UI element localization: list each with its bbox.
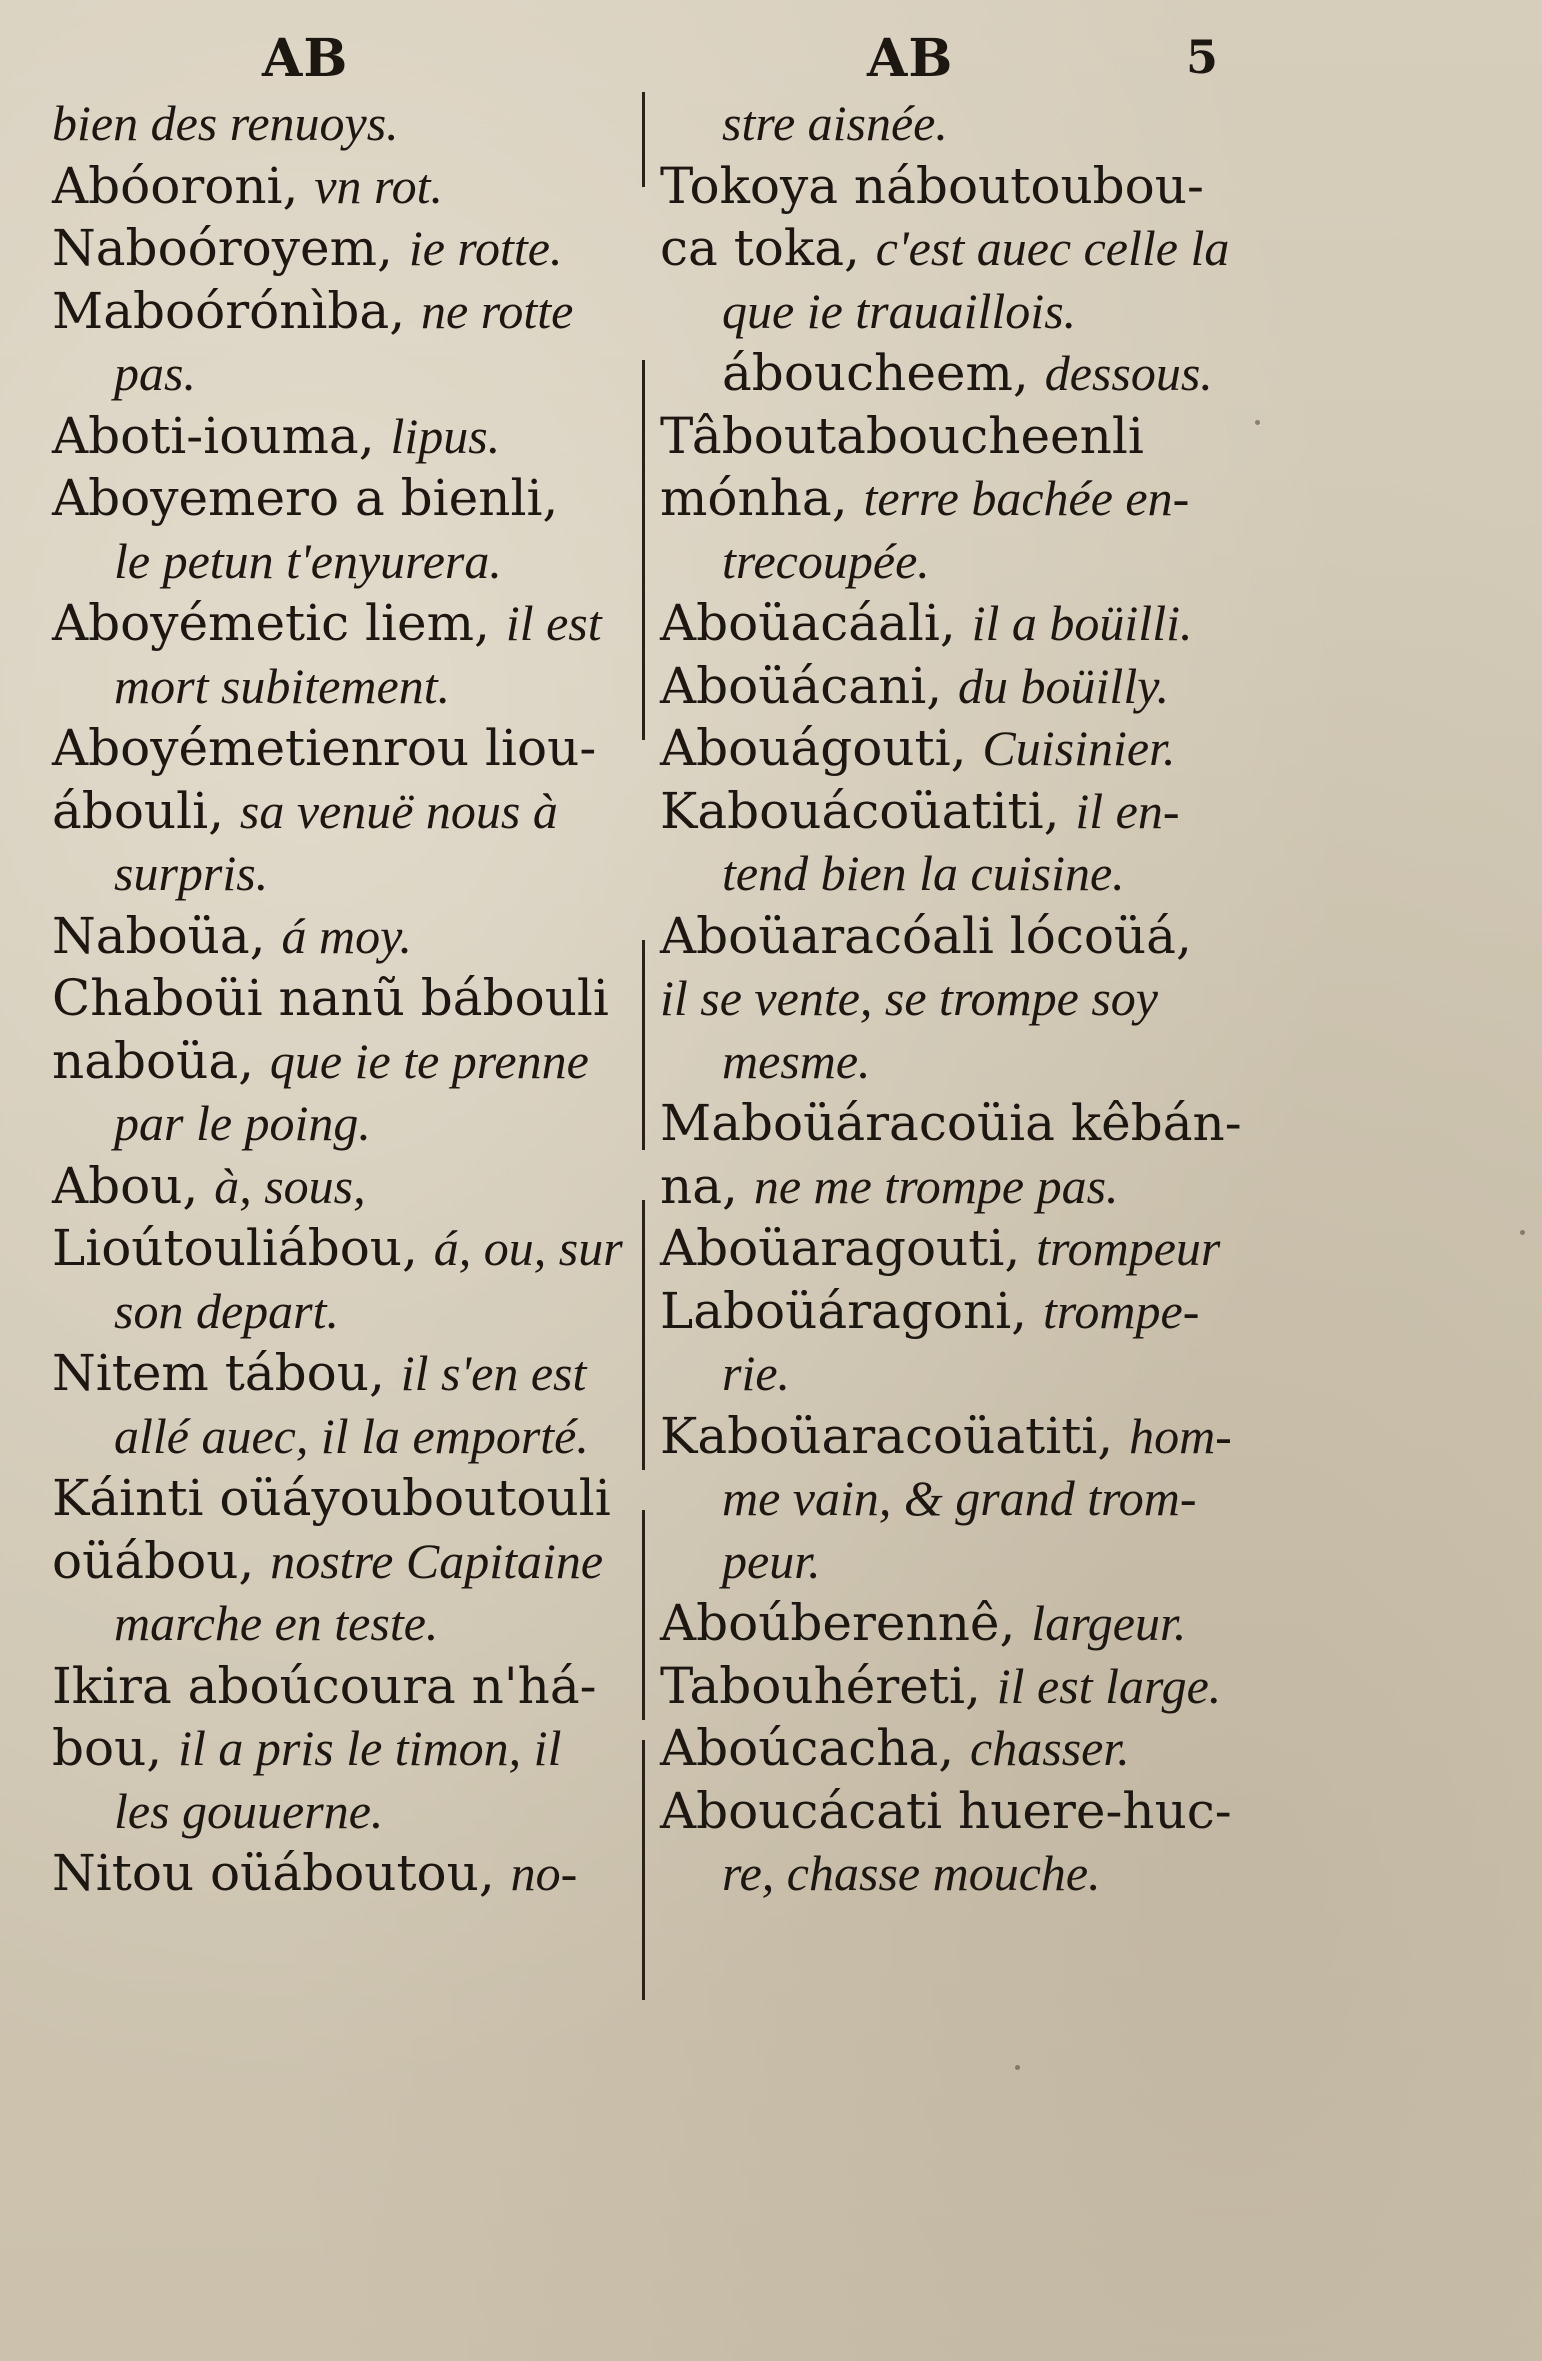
dictionary-line (660, 92, 1260, 155)
dictionary-line (52, 905, 622, 968)
dictionary-line (52, 280, 622, 343)
entry-gloss: ne rotte (421, 282, 574, 339)
dictionary-line (52, 842, 622, 905)
dictionary-line (660, 717, 1260, 780)
entry-gloss: il en- (1075, 782, 1180, 839)
entry-gloss: hom- (1129, 1407, 1232, 1464)
entry-gloss: vn rot. (314, 157, 443, 214)
dictionary-line (660, 1842, 1260, 1905)
entry-gloss: trompeur (1036, 1220, 1221, 1276)
page-number: 5 (1186, 30, 1220, 84)
right-column (660, 92, 1260, 1905)
entry-headword: Aboucácati huere-huc- (660, 1781, 1232, 1840)
entry-headword: Tâboutaboucheenli (660, 406, 1144, 465)
entry-gloss: dessous. (1044, 345, 1213, 401)
entry-headword: Lioútouliábou, (52, 1219, 434, 1277)
dictionary-line (52, 342, 622, 405)
column-rule (642, 940, 645, 1150)
dictionary-line (52, 1717, 622, 1780)
entry-gloss: mesme. (722, 1032, 871, 1089)
entry-headword: Nitem tábou, (52, 1344, 401, 1402)
dictionary-line (52, 1092, 622, 1155)
dictionary-line (52, 1342, 622, 1405)
entry-gloss: no- (510, 1845, 578, 1901)
dictionary-line (660, 655, 1260, 718)
dictionary-line (52, 530, 622, 593)
dictionary-line (52, 967, 622, 1030)
entry-gloss: trecoupée. (722, 532, 930, 589)
dictionary-line (52, 655, 622, 718)
entry-headword: Aboti-iouma, (52, 406, 391, 465)
column-rule (642, 92, 645, 187)
entry-gloss: par le poing. (114, 1095, 371, 1151)
entry-headword: Naboüa, (52, 906, 282, 965)
entry-gloss: surpris. (114, 845, 269, 901)
dictionary-line (52, 1030, 622, 1093)
dictionary-line (660, 967, 1260, 1030)
dictionary-line (660, 1780, 1260, 1843)
paper-speck (1520, 1230, 1525, 1235)
entry-headword: Maboórónìba, (52, 281, 422, 340)
entry-gloss: que ie trauaillois. (722, 282, 1077, 339)
entry-gloss: il est large. (996, 1657, 1222, 1714)
entry-gloss: allé auec, il la emporté. (114, 1407, 589, 1464)
entry-headword: Tokoya náboutoubou- (660, 156, 1204, 215)
entry-headword: Nitou oüáboutou, (52, 1844, 511, 1902)
entry-headword: mónha, (660, 469, 864, 527)
entry-headword: Aboüaracóali lócoüá, (660, 906, 1192, 965)
dictionary-line (660, 1592, 1260, 1655)
dictionary-line (52, 155, 622, 218)
dictionary-line (52, 592, 622, 655)
dictionary-line (52, 1467, 622, 1530)
dictionary-line (52, 1405, 622, 1468)
entry-gloss: à, sous, (214, 1157, 366, 1214)
entry-headword: Aboüácani, (660, 656, 959, 715)
column-rule (642, 360, 645, 740)
entry-headword: Káinti oüáyouboutouli (52, 1469, 611, 1527)
entry-headword: Abou, (52, 1156, 215, 1215)
entry-headword: Laboüáragoni, (660, 1281, 1043, 1340)
dictionary-line (52, 1842, 622, 1905)
entry-gloss: il est (505, 595, 602, 651)
entry-gloss: chasser. (970, 1720, 1130, 1776)
entry-headword: ábouli, (52, 781, 240, 840)
entry-gloss: marche en teste. (114, 1595, 439, 1651)
dictionary-line (660, 1467, 1260, 1530)
entry-headword: Naboóroyem, (52, 219, 409, 277)
dictionary-line (660, 1405, 1260, 1468)
entry-gloss: c'est auec celle la (875, 220, 1230, 276)
entry-headword: Maboüáracoüia kêbán- (660, 1094, 1242, 1152)
entry-headword: Aboüacáali, (660, 594, 972, 652)
dictionary-line (660, 217, 1260, 280)
dictionary-line (660, 842, 1260, 905)
entry-headword: bou, (52, 1719, 179, 1777)
running-head-left: AB (262, 28, 349, 89)
entry-headword: Abóoroni, (52, 156, 315, 215)
entry-gloss: largeur. (1031, 1595, 1187, 1651)
entry-headword: Chaboüi nanũ bábouli (52, 969, 609, 1027)
dictionary-line (660, 467, 1260, 530)
entry-gloss: peur. (722, 1532, 821, 1589)
paper-speck (1015, 2065, 1020, 2070)
dictionary-line (660, 1342, 1260, 1405)
dictionary-line (52, 1217, 622, 1280)
dictionary-line (660, 155, 1260, 218)
entry-gloss: re, chasse mouche. (722, 1845, 1101, 1901)
entry-gloss: il a boüilli. (971, 595, 1193, 651)
dictionary-line (52, 92, 622, 155)
dictionary-line (660, 280, 1260, 343)
paper-speck (1255, 420, 1260, 425)
dictionary-line (660, 1030, 1260, 1093)
entry-headword: Aboyémetic liem, (52, 594, 506, 652)
column-rule (642, 1740, 645, 2000)
entry-gloss: lipus. (390, 407, 501, 464)
entry-gloss: le petun t'enyurera. (114, 532, 502, 589)
dictionary-line (52, 467, 622, 530)
entry-headword: Abouágouti, (660, 719, 983, 777)
dictionary-line (52, 780, 622, 843)
entry-gloss: nostre Capitaine (270, 1532, 604, 1589)
entry-gloss: rie. (722, 1345, 791, 1401)
dictionary-line (660, 1280, 1260, 1343)
entry-gloss: me vain, & grand trom- (722, 1470, 1197, 1526)
entry-headword: Kabouácoüatiti, (660, 781, 1076, 840)
entry-gloss: mort subitement. (114, 657, 451, 714)
entry-headword: oüábou, (52, 1531, 271, 1590)
entry-gloss: les gouuerne. (114, 1782, 384, 1839)
entry-gloss: sa venuë nous à (239, 782, 558, 839)
entry-headword: Aboüaragouti, (660, 1219, 1037, 1277)
entry-gloss: il a pris le timon, il (178, 1720, 562, 1776)
dictionary-line (52, 1155, 622, 1218)
entry-gloss: á moy. (281, 907, 413, 964)
entry-headword: Aboyemero a bienli, (52, 469, 559, 527)
dictionary-line (660, 1217, 1260, 1280)
entry-headword: Kaboüaracoüatiti, (660, 1406, 1130, 1465)
entry-gloss: il s'en est (400, 1345, 587, 1401)
dictionary-line (52, 1280, 622, 1343)
entry-headword: na, (660, 1156, 754, 1215)
entry-headword: Ikira aboúcoura n'há- (52, 1656, 597, 1715)
dictionary-line (660, 1717, 1260, 1780)
dictionary-line (52, 1655, 622, 1718)
entry-gloss: trompe- (1042, 1282, 1200, 1339)
entry-gloss: du boüilly. (958, 657, 1170, 714)
entry-gloss: á, ou, sur (433, 1220, 623, 1276)
entry-headword: Tabouhéreti, (660, 1656, 997, 1715)
dictionary-line (660, 1530, 1260, 1593)
dictionary-line (660, 1155, 1260, 1218)
column-rule (642, 1510, 645, 1720)
column-rule (642, 1200, 645, 1470)
dictionary-line (660, 1655, 1260, 1718)
entry-gloss: pas. (114, 345, 196, 401)
entry-headword: áboucheem, (722, 344, 1045, 402)
entry-gloss: tend bien la cuisine. (722, 845, 1125, 901)
dictionary-line (52, 1592, 622, 1655)
dictionary-line (52, 1530, 622, 1593)
entry-headword: ca toka, (660, 219, 876, 277)
dictionary-line (52, 405, 622, 468)
entry-headword: Aboúberennê, (660, 1594, 1032, 1652)
running-head-right: AB (867, 28, 954, 89)
entry-gloss: il se vente, se trompe soy (660, 970, 1158, 1026)
dictionary-line (52, 217, 622, 280)
entry-gloss: bien des renuoys. (52, 95, 399, 151)
dictionary-line (660, 530, 1260, 593)
dictionary-line (660, 905, 1260, 968)
entry-headword: naboüa, (52, 1031, 270, 1090)
entry-gloss: Cuisinier. (982, 720, 1176, 776)
entry-headword: Aboyémetienrou liou- (52, 719, 597, 777)
entry-gloss: terre bachée en- (863, 470, 1190, 526)
dictionary-line (660, 405, 1260, 468)
dictionary-line (52, 717, 622, 780)
entry-headword: Aboúcacha, (660, 1719, 971, 1777)
entry-gloss: que ie te prenne (269, 1032, 589, 1089)
dictionary-line (660, 592, 1260, 655)
left-column (52, 92, 622, 1905)
dictionary-line (660, 1092, 1260, 1155)
dictionary-line (52, 1780, 622, 1843)
entry-gloss: ne me trompe pas. (753, 1157, 1119, 1214)
entry-gloss: ie rotte. (408, 220, 563, 276)
dictionary-line (660, 342, 1260, 405)
entry-gloss: stre aisnée. (722, 95, 948, 151)
entry-gloss: son depart. (114, 1282, 339, 1339)
dictionary-line (660, 780, 1260, 843)
